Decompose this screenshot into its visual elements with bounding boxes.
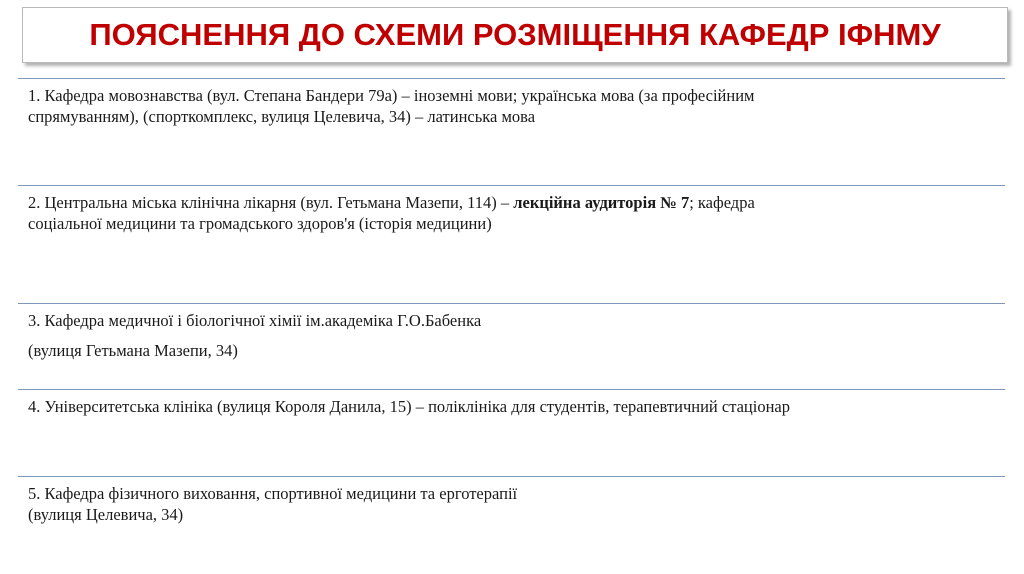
table-row bbox=[18, 389, 1005, 476]
table-row bbox=[18, 185, 1005, 303]
row-line: соціальної медицини та громадського здоров'я (історія медицини) bbox=[28, 214, 492, 233]
page-title: ПОЯСНЕННЯ ДО СХЕМИ РОЗМІЩЕННЯ КАФЕДР ІФНМУ bbox=[89, 17, 941, 52]
row-line: 3. Кафедра медичної і біологічної хімії ім.академіка Г.О.Бабенка bbox=[28, 311, 482, 330]
row-text bbox=[28, 483, 995, 525]
table-row bbox=[18, 78, 1005, 185]
row-line: 2. Центральна міська клінічна лікарня (вул. Гетьмана Мазепи, 114) – bbox=[28, 193, 514, 212]
table-row bbox=[18, 476, 1005, 546]
row-line: 1. Кафедра мовознавства (вул. Степана Бандери 79а) – іноземні мови; українська мова (за професійним bbox=[28, 86, 755, 105]
row-line: спрямуванням), (спорткомплекс, вулиця Целевича, 34) – латинська мова bbox=[28, 107, 536, 126]
table-row bbox=[18, 303, 1005, 389]
row-text bbox=[28, 85, 995, 127]
row-line: 5. Кафедра фізичного виховання, спортивної медицини та ерготерапії bbox=[28, 484, 518, 503]
row-line: 4. Університетська клініка (вулиця Короля Данила, 15) – поліклініка для студентів, терапевтичний стаціонар bbox=[28, 397, 791, 416]
lecture-hall-highlight: лекційна аудиторія № 7 bbox=[513, 193, 690, 212]
title-box bbox=[22, 7, 1008, 63]
row-line: (вулиця Целевича, 34) bbox=[28, 505, 184, 524]
row-line: (вулиця Гетьмана Мазепи, 34) bbox=[28, 341, 238, 360]
row-text bbox=[28, 192, 995, 234]
departments-table bbox=[18, 78, 1005, 546]
row-line: ; кафедра bbox=[689, 193, 755, 212]
